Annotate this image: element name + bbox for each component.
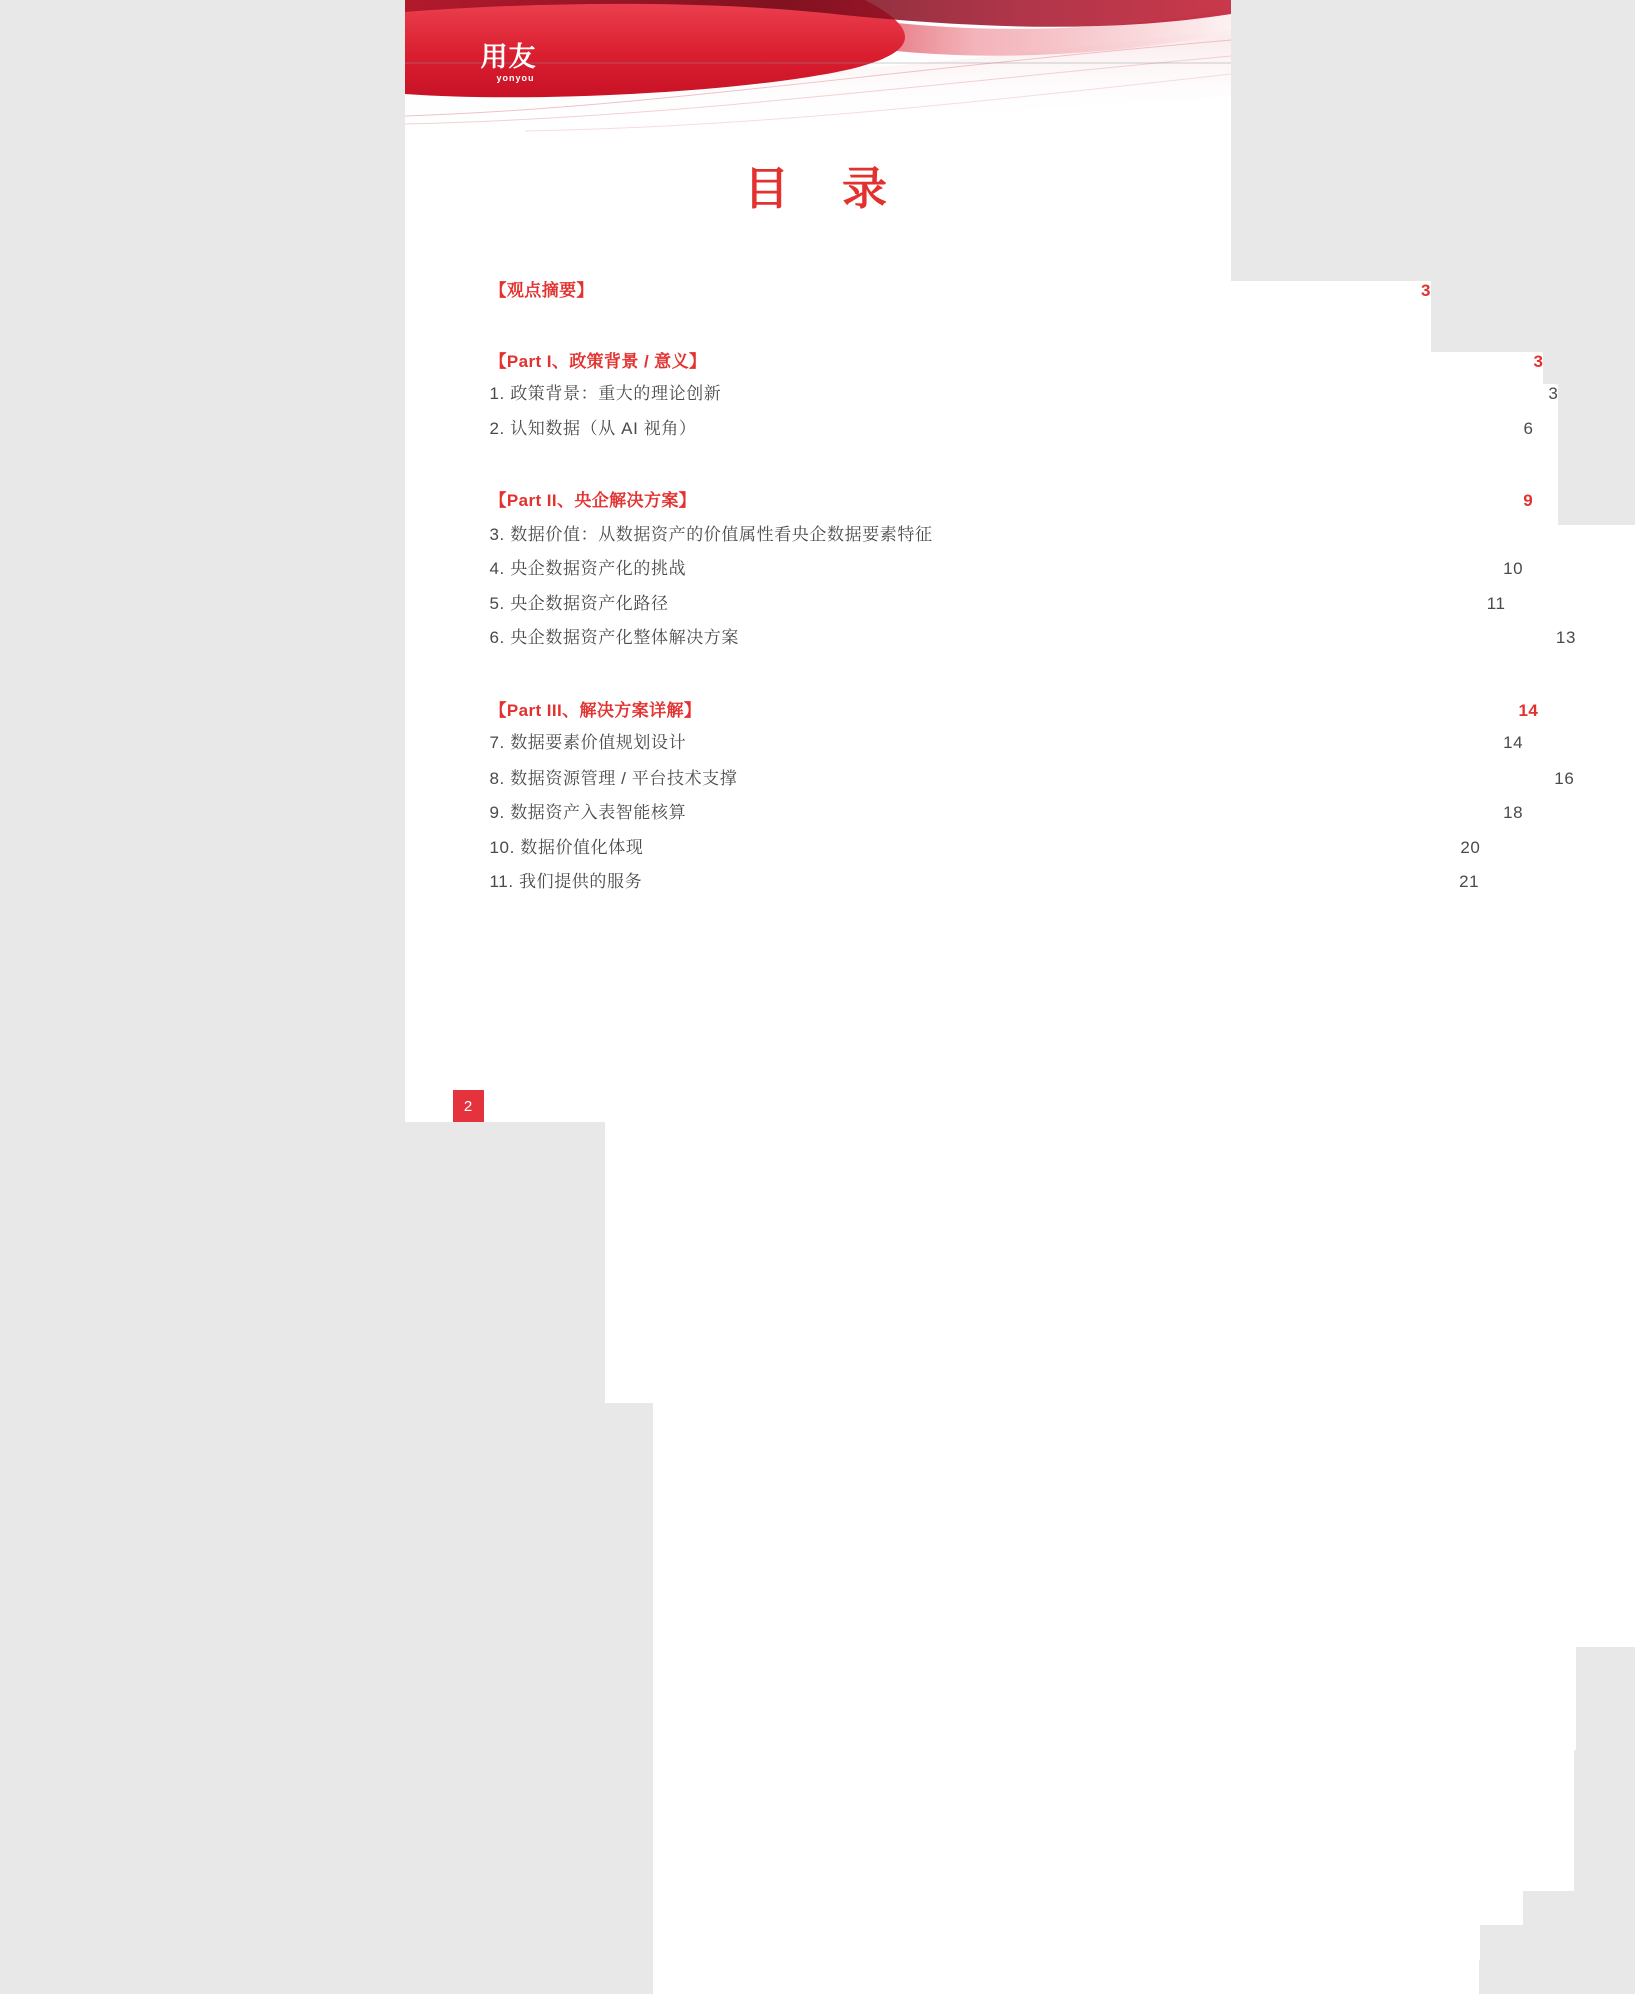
- toc-entry-label: 2. 认知数据（从 AI 视角）: [489, 419, 697, 438]
- toc-entry-page: 14: [697, 733, 1523, 1855]
- toc-entry[interactable]: [489, 764, 1575, 788]
- toc-entry-label: 4. 央企数据资产化的挑战: [489, 559, 687, 578]
- yonyou-logo-subtext: yonyou: [496, 73, 535, 83]
- toc-entry-label: 【观点摘要】: [489, 281, 594, 300]
- toc-entry-label: 7. 数据要素价值规划设计: [489, 733, 687, 752]
- toc-entry-label: 6. 央企数据资产化整体解决方案: [489, 628, 740, 647]
- document-page: [405, 0, 1577, 1122]
- toc-entry[interactable]: [489, 414, 1534, 438]
- toc-entry[interactable]: [489, 696, 1539, 720]
- toc-entry[interactable]: [489, 276, 1431, 300]
- toc-entry-label: 5. 央企数据资产化路径: [489, 594, 669, 613]
- toc-entry-page: 20: [654, 838, 1480, 1960]
- toc-entry-page: 10: [697, 559, 1523, 1681]
- toc-entry[interactable]: [489, 347, 1544, 371]
- toc-entry-page: 3: [605, 281, 1431, 1403]
- toc-entry-label: 【Part I、政策背景 / 意义】: [489, 352, 707, 371]
- toc-entry-label: 【Part II、央企解决方案】: [489, 491, 697, 510]
- toc-entry-page: 3: [717, 352, 1543, 1474]
- toc-entry-page: 13: [750, 628, 1576, 1750]
- toc-entry[interactable]: [489, 589, 1506, 613]
- yonyou-logo-text: 用友: [480, 42, 537, 72]
- toc-entry-label: 10. 数据价值化体现: [489, 838, 644, 857]
- toc-entry-page: 21: [653, 872, 1479, 1994]
- toc-entry[interactable]: [489, 379, 1559, 403]
- toc-entry-page: 6: [708, 419, 1534, 1541]
- toc-entry-label: 【Part III、解决方案详解】: [489, 701, 702, 720]
- toc-entry-page: 18: [697, 803, 1523, 1925]
- toc-entry[interactable]: [489, 554, 1524, 578]
- toc-entry-label: 9. 数据资产入表智能核算: [489, 803, 687, 822]
- toc-entry-label: 3. 数据价值：从数据资产的价值属性看央企数据要素特征: [489, 525, 933, 544]
- page-number-badge: 2: [453, 1090, 484, 1122]
- toc-entry[interactable]: [489, 798, 1524, 822]
- page-title: 目 录: [743, 163, 891, 214]
- yonyou-logo: [481, 44, 537, 83]
- toc: [489, 0, 1577, 1122]
- toc-entry-page: 3: [732, 384, 1558, 1506]
- toc-entry-label: 11. 我们提供的服务: [489, 872, 643, 891]
- toc-entry-page: 11: [680, 594, 1506, 1716]
- toc-entry-label: 1. 政策背景：重大的理论创新: [489, 384, 722, 403]
- toc-entry[interactable]: [489, 833, 1481, 857]
- toc-entry[interactable]: [489, 728, 1524, 752]
- toc-entry[interactable]: [489, 867, 1480, 891]
- toc-entry-page: 9: [707, 491, 1533, 1613]
- toc-entry[interactable]: [490, 520, 1146, 544]
- toc-entry[interactable]: [489, 486, 1534, 510]
- toc-entry-page: 16: [748, 769, 1574, 1891]
- toc-entry-page: 14: [712, 701, 1538, 1823]
- toc-entry-label: 8. 数据资源管理 / 平台技术支撑: [489, 769, 738, 788]
- toc-entry[interactable]: [489, 623, 1577, 647]
